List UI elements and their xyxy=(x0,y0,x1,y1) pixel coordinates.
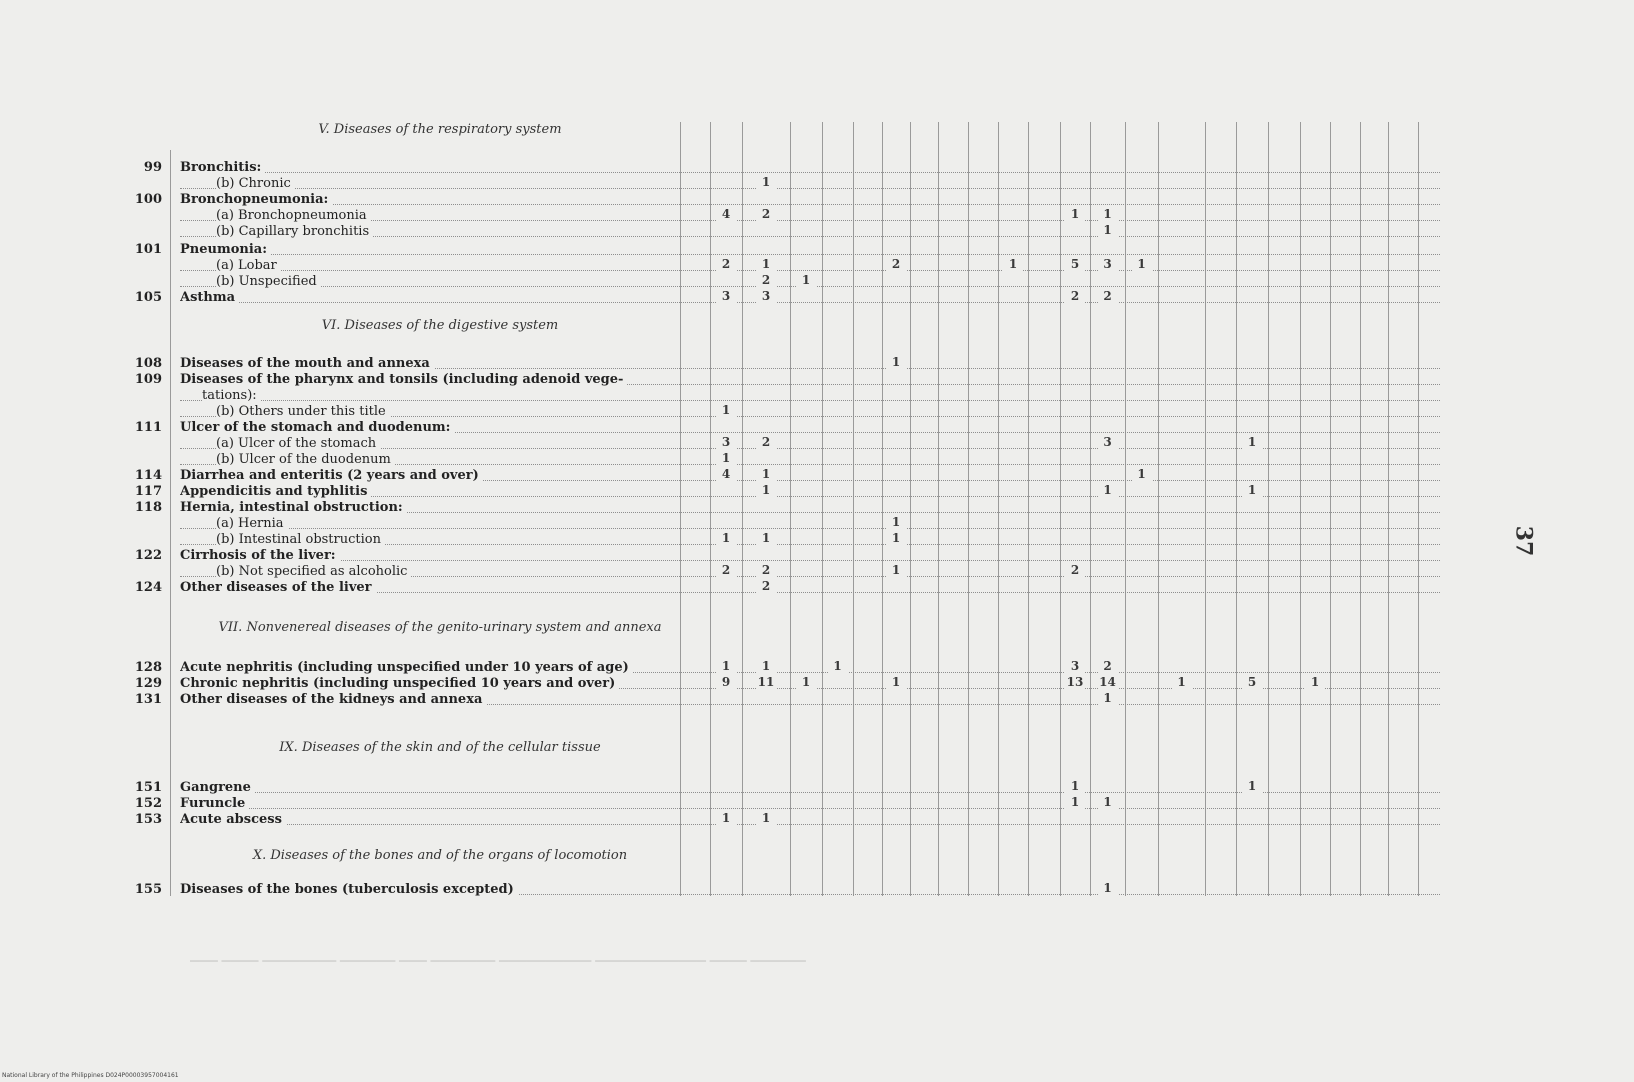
bleed-through-text: ▁▁▁ ▁▁▁▁ ▁▁▁▁▁▁▁▁ ▁▁▁▁▁▁ ▁▁▁ ▁▁▁▁▁▁▁ ▁▁▁▁▁▁▁▁▁▁ ▁▁▁▁▁▁▁▁▁▁▁▁ ▁▁▁▁ ▁▁▁▁▁▁ xyxy=(190,948,806,962)
row-number: 131 xyxy=(134,692,162,707)
data-cell: 2 xyxy=(1065,563,1085,577)
column-rule xyxy=(968,122,969,896)
data-cell: 3 xyxy=(756,289,776,303)
column-rule xyxy=(742,122,743,896)
section-heading: VII. Nonvenereal diseases of the genito-urinary system and annexa xyxy=(218,620,662,635)
page-number: 37 xyxy=(1510,525,1537,557)
data-cell: 2 xyxy=(756,563,776,577)
column-rule xyxy=(1060,122,1061,896)
column-rule xyxy=(822,122,823,896)
data-cell: 1 xyxy=(716,403,736,417)
row-number: 117 xyxy=(134,484,162,499)
row-label: (a) Bronchopneumonia xyxy=(216,208,371,223)
row-label: (b) Not specified as alcoholic xyxy=(216,564,411,579)
data-cell: 1 xyxy=(1098,223,1118,237)
data-cell: 3 xyxy=(1065,659,1085,673)
data-cell: 3 xyxy=(1098,257,1118,271)
row-number: 105 xyxy=(134,290,162,305)
row-label: Chronic nephritis (including unspecified 10 years and over) xyxy=(180,676,619,691)
leader-dots xyxy=(180,302,1440,303)
data-cell: 5 xyxy=(1065,257,1085,271)
data-cell: 1 xyxy=(716,451,736,465)
row-number: 109 xyxy=(134,372,162,387)
data-cell: 1 xyxy=(1132,467,1152,481)
data-cell: 2 xyxy=(756,579,776,593)
data-cell: 1 xyxy=(1098,691,1118,705)
data-cell: 1 xyxy=(1098,483,1118,497)
leader-dots xyxy=(180,204,1440,205)
data-cell: 1 xyxy=(756,483,776,497)
row-label: Other diseases of the liver xyxy=(180,580,376,595)
row-number: 153 xyxy=(134,812,162,827)
data-cell: 1 xyxy=(796,273,816,287)
row-label: (b) Others under this title xyxy=(216,404,390,419)
row-label: Diseases of the mouth and annexa xyxy=(180,356,434,371)
leader-dots xyxy=(180,254,1440,255)
row-number: 155 xyxy=(134,882,162,897)
data-cell: 1 xyxy=(756,175,776,189)
row-label: (b) Unspecified xyxy=(216,274,321,289)
column-rule xyxy=(853,122,854,896)
leader-dots xyxy=(180,188,1440,189)
row-number: 152 xyxy=(134,796,162,811)
row-label: (b) Intestinal obstruction xyxy=(216,532,385,547)
row-number: 99 xyxy=(143,160,162,175)
number-column-rule xyxy=(170,150,171,896)
data-cell: 1 xyxy=(756,659,776,673)
data-cell: 1 xyxy=(1065,795,1085,809)
row-label: Appendicitis and typhlitis xyxy=(180,484,371,499)
row-label: Asthma xyxy=(180,290,239,305)
leader-dots xyxy=(180,528,1440,529)
data-cell: 2 xyxy=(716,563,736,577)
data-cell: 1 xyxy=(886,531,906,545)
row-label: Bronchopneumonia: xyxy=(180,192,332,207)
data-cell: 1 xyxy=(1305,675,1325,689)
data-cell: 1 xyxy=(1132,257,1152,271)
data-cell: 1 xyxy=(886,355,906,369)
row-label: Ulcer of the stomach and duodenum: xyxy=(180,420,454,435)
row-label: Pneumonia: xyxy=(180,242,271,257)
row-label: (b) Chronic xyxy=(216,176,295,191)
section-heading: V. Diseases of the respiratory system xyxy=(318,122,562,137)
row-label: Acute nephritis (including unspecified under 10 years of age) xyxy=(180,660,633,675)
data-cell: 1 xyxy=(886,675,906,689)
data-cell: 1 xyxy=(1098,207,1118,221)
data-cell: 2 xyxy=(756,435,776,449)
column-rule xyxy=(680,122,681,896)
row-number: 100 xyxy=(134,192,162,207)
data-cell: 2 xyxy=(1065,289,1085,303)
leader-dots xyxy=(180,560,1440,561)
row-label: (b) Ulcer of the duodenum xyxy=(216,452,395,467)
column-rule xyxy=(1158,122,1159,896)
row-label: (a) Hernia xyxy=(216,516,288,531)
data-cell: 14 xyxy=(1099,675,1116,689)
data-cell: 9 xyxy=(716,675,736,689)
data-cell: 1 xyxy=(1065,779,1085,793)
row-label: Other diseases of the kidneys and annexa xyxy=(180,692,486,707)
column-rule xyxy=(910,122,911,896)
data-cell: 2 xyxy=(1098,659,1118,673)
column-rule xyxy=(1418,122,1419,896)
section-heading: VI. Diseases of the digestive system xyxy=(321,318,559,333)
column-rule xyxy=(1300,122,1301,896)
row-number: 122 xyxy=(134,548,162,563)
data-cell: 1 xyxy=(886,515,906,529)
data-cell: 2 xyxy=(1098,289,1118,303)
data-cell: 1 xyxy=(1098,881,1118,895)
row-label: Bronchitis: xyxy=(180,160,265,175)
row-label: Diseases of the pharynx and tonsils (including adenoid vege- xyxy=(180,372,627,387)
column-rule xyxy=(790,122,791,896)
data-cell: 3 xyxy=(716,435,736,449)
row-label: Diarrhea and enteritis (2 years and over) xyxy=(180,468,483,483)
row-label: Cirrhosis of the liver: xyxy=(180,548,340,563)
row-label: Hernia, intestinal obstruction: xyxy=(180,500,407,515)
row-number: 114 xyxy=(134,468,162,483)
row-number: 118 xyxy=(134,500,162,515)
column-rule xyxy=(1388,122,1389,896)
data-cell: 1 xyxy=(796,675,816,689)
row-label: (a) Ulcer of the stomach xyxy=(216,436,380,451)
library-credit: National Library of the Philippines D024P00003957004161 xyxy=(2,1072,179,1079)
data-cell: 4 xyxy=(716,467,736,481)
leader-dots xyxy=(180,172,1440,173)
data-cell: 1 xyxy=(756,531,776,545)
data-cell: 1 xyxy=(1098,795,1118,809)
column-rule xyxy=(1090,122,1091,896)
leader-dots xyxy=(180,808,1440,809)
data-cell: 2 xyxy=(756,207,776,221)
data-cell: 2 xyxy=(756,273,776,287)
column-rule xyxy=(1330,122,1331,896)
leader-dots xyxy=(180,270,1440,271)
data-cell: 1 xyxy=(756,257,776,271)
data-cell: 1 xyxy=(716,811,736,825)
data-cell: 11 xyxy=(757,675,775,689)
data-cell: 2 xyxy=(886,257,906,271)
leader-dots xyxy=(180,400,1440,401)
data-cell: 13 xyxy=(1066,675,1084,689)
section-heading: X. Diseases of the bones and of the organs of locomotion xyxy=(252,848,628,863)
data-cell: 1 xyxy=(716,659,736,673)
data-cell: 1 xyxy=(716,531,736,545)
section-heading: IX. Diseases of the skin and of the cellular tissue xyxy=(279,740,601,755)
data-cell: 5 xyxy=(1242,675,1262,689)
column-rule xyxy=(998,122,999,896)
data-cell: 1 xyxy=(756,811,776,825)
row-number: 128 xyxy=(134,660,162,675)
row-number: 101 xyxy=(134,242,162,257)
row-label: (a) Lobar xyxy=(216,258,281,273)
data-cell: 1 xyxy=(1242,435,1262,449)
row-label: Acute abscess xyxy=(180,812,286,827)
row-number: 108 xyxy=(134,356,162,371)
data-cell: 1 xyxy=(1003,257,1023,271)
column-rule xyxy=(882,122,883,896)
column-rule xyxy=(1268,122,1269,896)
data-cell: 1 xyxy=(1065,207,1085,221)
row-label: Furuncle xyxy=(180,796,249,811)
row-number: 111 xyxy=(134,420,162,435)
data-cell: 1 xyxy=(1242,779,1262,793)
row-number: 129 xyxy=(134,676,162,691)
leader-dots xyxy=(180,824,1440,825)
data-cell: 3 xyxy=(1098,435,1118,449)
row-label: (b) Capillary bronchitis xyxy=(216,224,373,239)
column-rule xyxy=(1360,122,1361,896)
row-label: Diseases of the bones (tuberculosis excepted) xyxy=(180,882,518,897)
data-cell: 4 xyxy=(716,207,736,221)
column-rule xyxy=(1236,122,1237,896)
column-rule xyxy=(710,122,711,896)
column-rule xyxy=(1205,122,1206,896)
data-cell: 1 xyxy=(1172,675,1192,689)
data-cell: 2 xyxy=(716,257,736,271)
row-number: 151 xyxy=(134,780,162,795)
row-number: 124 xyxy=(134,580,162,595)
column-rule xyxy=(938,122,939,896)
data-cell: 1 xyxy=(756,467,776,481)
row-label: tations): xyxy=(202,388,261,403)
column-rule xyxy=(1028,122,1029,896)
column-rule xyxy=(1125,122,1126,896)
row-label: Gangrene xyxy=(180,780,255,795)
data-cell: 3 xyxy=(716,289,736,303)
data-cell: 1 xyxy=(828,659,848,673)
data-cell: 1 xyxy=(1242,483,1262,497)
data-cell: 1 xyxy=(886,563,906,577)
